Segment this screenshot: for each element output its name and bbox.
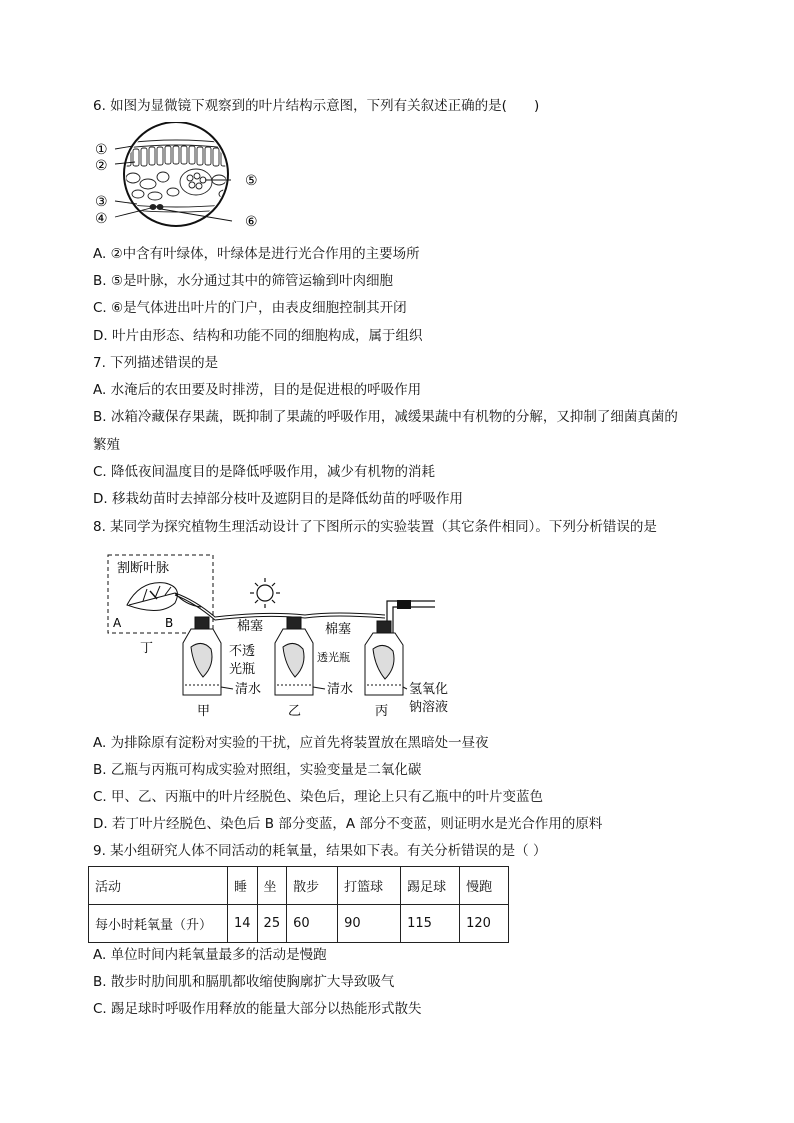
point-b: B [165, 616, 174, 630]
sun-icon [250, 578, 280, 608]
leaf-structure-figure [93, 122, 283, 232]
table-cell: 踢足球 [401, 867, 460, 905]
q9-stem: 9. 某小组研究人体不同活动的耗氧量，结果如下表。有关分析错误的是（ ） [93, 843, 547, 859]
oxygen-consumption-table [88, 866, 509, 943]
label-6: ⑥ [245, 214, 258, 230]
table-cell: 115 [401, 905, 460, 943]
table-cell: 120 [460, 905, 509, 943]
q7-option-d: D. 移栽幼苗时去掉部分枝叶及遮阴目的是降低幼苗的呼吸作用 [93, 491, 463, 507]
yi-label: 乙 [288, 704, 302, 719]
table-cell: 慢跑 [460, 867, 509, 905]
experiment-apparatus-figure [105, 545, 465, 725]
table-cell: 睡 [228, 867, 258, 905]
water-label-1: 清水 [235, 682, 262, 697]
ding-label: 丁 [140, 641, 154, 656]
jia-label: 甲 [197, 704, 211, 719]
table-row [89, 905, 509, 943]
q6-option-d: D. 叶片由形态、结构和功能不同的细胞构成，属于组织 [93, 328, 423, 344]
opaque-label-2: 光瓶 [229, 662, 256, 677]
q8-option-c: C. 甲、乙、丙瓶中的叶片经脱色、染色后，理论上只有乙瓶中的叶片变蓝色 [93, 789, 544, 805]
q8-option-d: D. 若丁叶片经脱色、染色后 B 部分变蓝，A 部分不变蓝，则证明水是光合作用的原料 [93, 816, 603, 832]
q6-option-c: C. ⑥是气体进出叶片的门户，由表皮细胞控制其开闭 [93, 300, 407, 316]
table-cell: 每小时耗氧量（升） [89, 905, 228, 943]
opaque-label-1: 不透 [229, 644, 256, 659]
naoh-label-1: 氢氧化 [409, 682, 449, 697]
q7-option-c: C. 降低夜间温度目的是降低呼吸作用，减少有机物的消耗 [93, 464, 436, 480]
table-cell: 25 [257, 905, 287, 943]
q8-option-a: A. 为排除原有淀粉对实验的干扰，应首先将装置放在黑暗处一昼夜 [93, 735, 489, 751]
label-5: ⑤ [245, 173, 258, 189]
cut-vein-label: 割断叶脉 [117, 561, 170, 576]
table-cell: 坐 [257, 867, 287, 905]
q9-option-a: A. 单位时间内耗氧量最多的活动是慢跑 [93, 947, 327, 963]
table-cell: 活动 [89, 867, 228, 905]
table-cell: 散步 [287, 867, 338, 905]
q7-stem: 7. 下列描述错误的是 [93, 355, 219, 371]
water-label-2: 清水 [327, 682, 354, 697]
table-cell: 60 [287, 905, 338, 943]
table-header-row [89, 867, 509, 905]
q6-option-a: A. ②中含有叶绿体，叶绿体是进行光合作用的主要场所 [93, 246, 420, 262]
q8-option-b: B. 乙瓶与丙瓶可构成实验对照组，实验变量是二氧化碳 [93, 762, 422, 778]
q8-stem: 8. 某同学为探究植物生理活动设计了下图所示的实验装置（其它条件相同）。下列分析错误的是 [93, 519, 657, 535]
label-1: ① [95, 142, 108, 158]
q6-stem: 6. 如图为显微镜下观察到的叶片结构示意图，下列有关叙述正确的是( ) [93, 98, 540, 114]
table-cell: 打篮球 [338, 867, 401, 905]
transparent-label: 透光瓶 [317, 651, 350, 664]
cotton-label-1: 棉塞 [237, 619, 264, 634]
q6-option-b: B. ⑤是叶脉，水分通过其中的筛管运输到叶肉细胞 [93, 273, 393, 289]
table-cell: 14 [228, 905, 258, 943]
q7-option-b: B. 冰箱冷藏保存果蔬，既抑制了果蔬的呼吸作用，减缓果蔬中有机物的分解，又抑制了细菌真菌的 [93, 409, 678, 425]
label-2: ② [95, 158, 108, 174]
table-cell: 90 [338, 905, 401, 943]
label-4: ④ [95, 211, 108, 227]
q9-option-b: B. 散步时肋间肌和膈肌都收缩使胸廓扩大导致吸气 [93, 974, 395, 990]
q9-option-c: C. 踢足球时呼吸作用释放的能量大部分以热能形式散失 [93, 1001, 422, 1017]
label-3: ③ [95, 194, 108, 210]
cotton-label-2: 棉塞 [325, 622, 352, 637]
q7-option-a: A. 水淹后的农田要及时排涝，目的是促进根的呼吸作用 [93, 382, 422, 398]
q7-option-b-cont: 繁殖 [93, 437, 120, 453]
naoh-label-2: 钠溶液 [409, 700, 449, 715]
point-a: A [113, 616, 122, 630]
bing-label: 丙 [375, 704, 389, 719]
